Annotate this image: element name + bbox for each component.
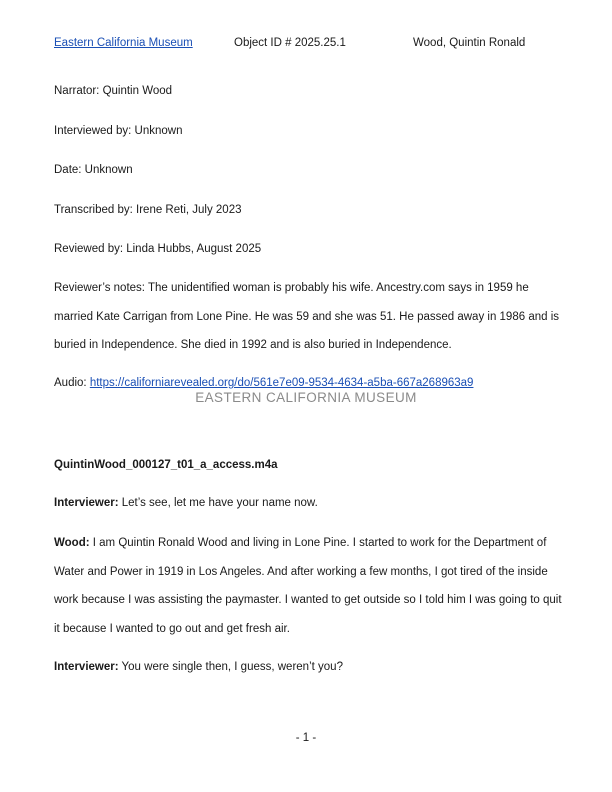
entry-text: Let’s see, let me have your name now.	[118, 497, 318, 509]
header-museum-link[interactable]: Eastern California Museum	[54, 37, 193, 49]
audio-label: Audio:	[54, 377, 87, 389]
audio-link[interactable]: https://californiarevealed.org/do/561e7e09-9534-4634-a5ba-667a268963a9	[89, 377, 474, 389]
watermark: EASTERN CALIFORNIA MUSEUM	[195, 390, 417, 405]
transcript-entry	[54, 529, 562, 643]
entry-text: I am Quintin Ronald Wood and living in Lone Pine. I started to work for the Department of Water and Power in 1919 in Los Angeles. And after working a few months, I got tired of the inside work because I was assisting the paymaster. I wanted to get outside so I told him I was going to quit it because I wanted to go out and get fresh air.	[54, 537, 562, 635]
date-line: Date: Unknown	[54, 164, 133, 176]
reviewer-notes: Reviewer’s notes: The unidentified woman is probably his wife. Ancestry.com says in 1959 he married Kate Carrigan from Lone Pine. He was 59 and she was 51. He passed away in 1986 and is buried in Independence. She died in 1992 and is also buried in Independence.	[54, 282, 560, 351]
speaker-label: Wood:	[54, 537, 90, 549]
speaker-label: Interviewer:	[54, 661, 119, 673]
transcript-file-title: QuintinWood_000127_t01_a_access.m4a	[54, 459, 278, 471]
speaker-label: Interviewer:	[54, 497, 119, 509]
entry-text: You were single then, I guess, weren’t you?	[118, 661, 343, 673]
narrator-line: Narrator: Quintin Wood	[54, 85, 173, 97]
reviewed-by-line: Reviewed by: Linda Hubbs, August 2025	[54, 243, 262, 255]
transcript-entry	[54, 653, 562, 682]
page-number: - 1 -	[295, 732, 317, 744]
transcribed-by-line: Transcribed by: Irene Reti, July 2023	[54, 204, 242, 216]
audio-line	[54, 376, 473, 390]
transcript-entry	[54, 489, 562, 518]
header-narrator-name: Wood, Quintin Ronald	[413, 37, 526, 49]
interviewed-by-line: Interviewed by: Unknown	[54, 125, 183, 137]
header-object-id: Object ID # 2025.25.1	[234, 37, 346, 49]
